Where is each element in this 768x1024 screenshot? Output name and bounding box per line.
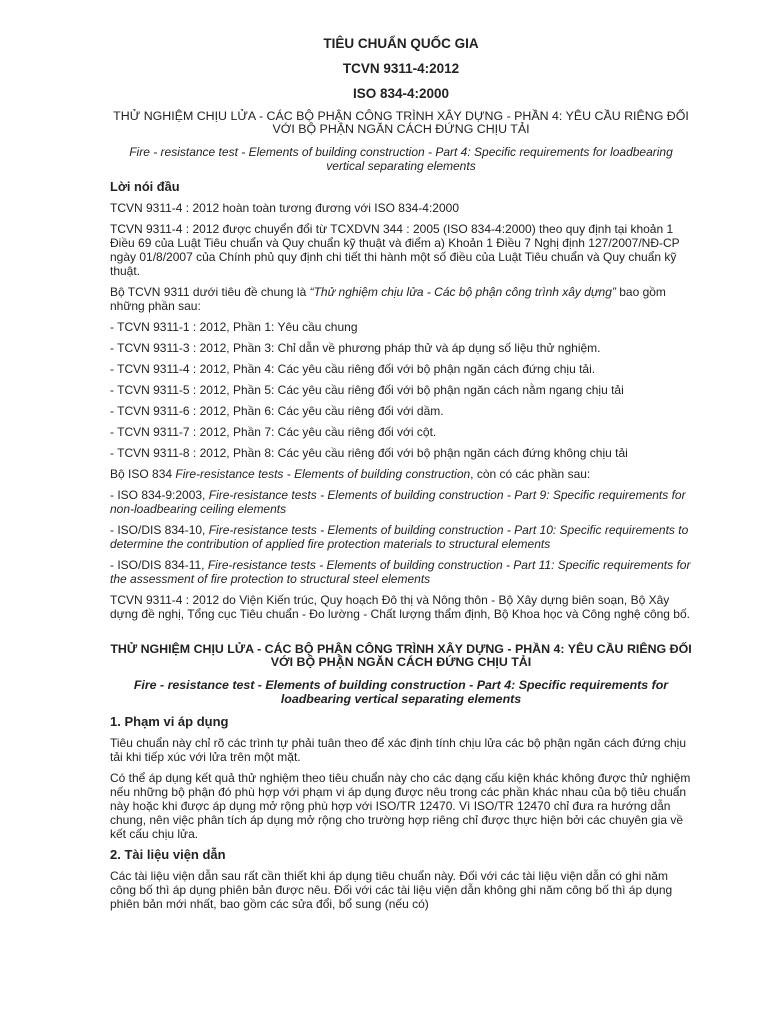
scope-paragraph-2: Có thể áp dụng kết quả thử nghiệm theo tiêu chuẩn này cho các dạng cấu kiện khác không được thử nghiệm nếu những bộ phận đó phù hợp với phạm vi áp dụng được nêu trong các phần khác nhau của bộ tiêu chuẩn này hoặc khi được áp dụng mở rộng phù hợp với ISO/TR 12470. Vì ISO/TR 12470 chỉ đưa ra hướng dẫn chung, nên việc phân tích áp dụng mở rộng cho trường hợp riêng chỉ được thực hiện bởi các chuyên gia về kết cấu chịu lửa. [110,771,691,841]
foreword-paragraph-compiled-by: TCVN 9311-4 : 2012 do Viện Kiến trúc, Quy hoạch Đô thị và Nông thôn - Bộ Xây dựng biên soạn, Bộ Xây dựng đề nghị, Tổng cục Tiêu chuẩn - Đo lường - Chất lượng thẩm định, Bộ Khoa học và Công nghệ công bố. [110,593,690,621]
series-outro: bao gồm những phần sau: [110,285,666,313]
iso-intro-suffix: , còn có các phần sau: [470,467,591,481]
series-intro: Bộ TCVN 9311 dưới tiêu đề chung là [110,285,310,299]
iso-part-code: - ISO/DIS 834-10, [110,523,209,537]
list-item-part: - TCVN 9311-3 : 2012, Phần 3: Chỉ dẫn về phương pháp thử và áp dụng số liệu thử nghiệm. [110,341,601,355]
list-item-part: - TCVN 9311-7 : 2012, Phần 7: Các yêu cầu riêng đối với cột. [110,425,437,439]
foreword-paragraph-equivalence: TCVN 9311-4 : 2012 hoàn toàn tương đương với ISO 834-4:2000 [110,201,459,215]
list-item-iso-part [110,523,692,551]
scope-paragraph-1: Tiêu chuẩn này chỉ rõ các trình tự phải tuân theo để xác định tính chịu lửa các bộ phận ngăn cách đứng chịu tải khi tiếp xúc với lửa trên một mặt. [110,736,687,764]
foreword-paragraph-conversion: TCVN 9311-4 : 2012 được chuyển đổi từ TCXDVN 344 : 2005 (ISO 834-4:2000) theo quy định tại khoản 1 Điều 69 của Luật Tiêu chuẩn và Quy chuẩn kỹ thuật và điểm a) Khoản 1 Điều 7 Nghị định 127/2007/NĐ-CP ngày 01/8/2007 của Chính phủ quy định chi tiết thi hành một số điều của Luật Tiêu chuẩn và Quy chuẩn kỹ thuật. [110,222,680,278]
section-heading-references: 2. Tài liệu viện dẫn [110,847,226,862]
references-paragraph: Các tài liệu viện dẫn sau rất cần thiết khi áp dụng tiêu chuẩn này. Đối với các tài liệu viện dẫn có ghi năm công bố thì áp dụng phiên bản được nêu. Đối với các tài liệu viện dẫn không ghi năm công bố thì áp dụng phiên bản mới nhất, bao gồm các sửa đổi, bổ sung (nếu có) [110,869,673,911]
list-item-iso-part [110,558,692,586]
iso-part-title: Fire-resistance tests - Elements of building construction - Part 11: Specific requirements for the assessment of fire protection to structural steel elements [110,558,691,586]
list-item-part: - TCVN 9311-4 : 2012, Phần 4: Các yêu cầu riêng đối với bộ phận ngăn cách đứng chịu tải. [110,362,596,376]
list-item-iso-part [110,488,692,516]
iso-part-title: Fire-resistance tests - Elements of building construction - Part 9: Specific requirements for non-loadbearing ceiling elements [110,488,686,516]
iso-part-code: - ISO/DIS 834-11, [110,558,208,572]
iso-part-code: - ISO 834-9:2003, [110,488,209,502]
iso-intro-prefix: Bộ ISO 834 [110,467,176,481]
title-english: Fire - resistance test - Elements of building construction - Part 4: Specific requirements for loadbearing vertical separating elements [129,145,673,173]
list-item-part: - TCVN 9311-1 : 2012, Phần 1: Yêu cầu chung [110,320,358,334]
standard-type-heading: TIÊU CHUẨN QUỐC GIA [323,36,479,51]
title-vietnamese: THỬ NGHIỆM CHỊU LỬA - CÁC BỘ PHẬN CÔNG TRÌNH XÂY DỰNG - PHẦN 4: YÊU CẦU RIÊNG ĐỐI VỚI BỘ PHẬN NGĂN CÁCH ĐỨNG CHỊU TẢI [113,109,689,136]
body-title-vietnamese: THỬ NGHIỆM CHỊU LỬA - CÁC BỘ PHẬN CÔNG TRÌNH XÂY DỰNG - PHẦN 4: YÊU CẦU RIÊNG ĐỐI VỚI BỘ PHẬN NGĂN CÁCH ĐỨNG CHỊU TẢI [110,642,692,669]
body-title-english: Fire - resistance test - Elements of building construction - Part 4: Specific requirements for loadbearing vertical separating elements [133,678,669,706]
series-title: “Thử nghiệm chịu lửa - Các bộ phận công trình xây dựng” [309,285,616,299]
standard-code: TCVN 9311-4:2012 [342,61,460,76]
foreword-heading: Lời nói đầu [110,179,180,194]
iso-intro-title: Fire-resistance tests - Elements of building construction [175,467,471,481]
document-page [110,36,692,918]
list-item-part: - TCVN 9311-5 : 2012, Phần 5: Các yêu cầu riêng đối với bộ phận ngăn cách nằm ngang chịu tải [110,383,624,397]
iso-series-intro [110,467,692,481]
list-item-part: - TCVN 9311-6 : 2012, Phần 6: Các yêu cầu riêng đối với dầm. [110,404,444,418]
iso-code: ISO 834-4:2000 [352,86,450,101]
foreword-paragraph-series [110,285,692,313]
iso-part-title: Fire-resistance tests - Elements of building construction - Part 10: Specific requirements to determine the contribution of applied fire protection materials to structural elements [110,523,689,551]
list-item-part: - TCVN 9311-8 : 2012, Phần 8: Các yêu cầu riêng đối với bộ phận ngăn cách đứng không chịu tải [110,446,628,460]
section-heading-scope: 1. Phạm vi áp dụng [110,714,229,729]
